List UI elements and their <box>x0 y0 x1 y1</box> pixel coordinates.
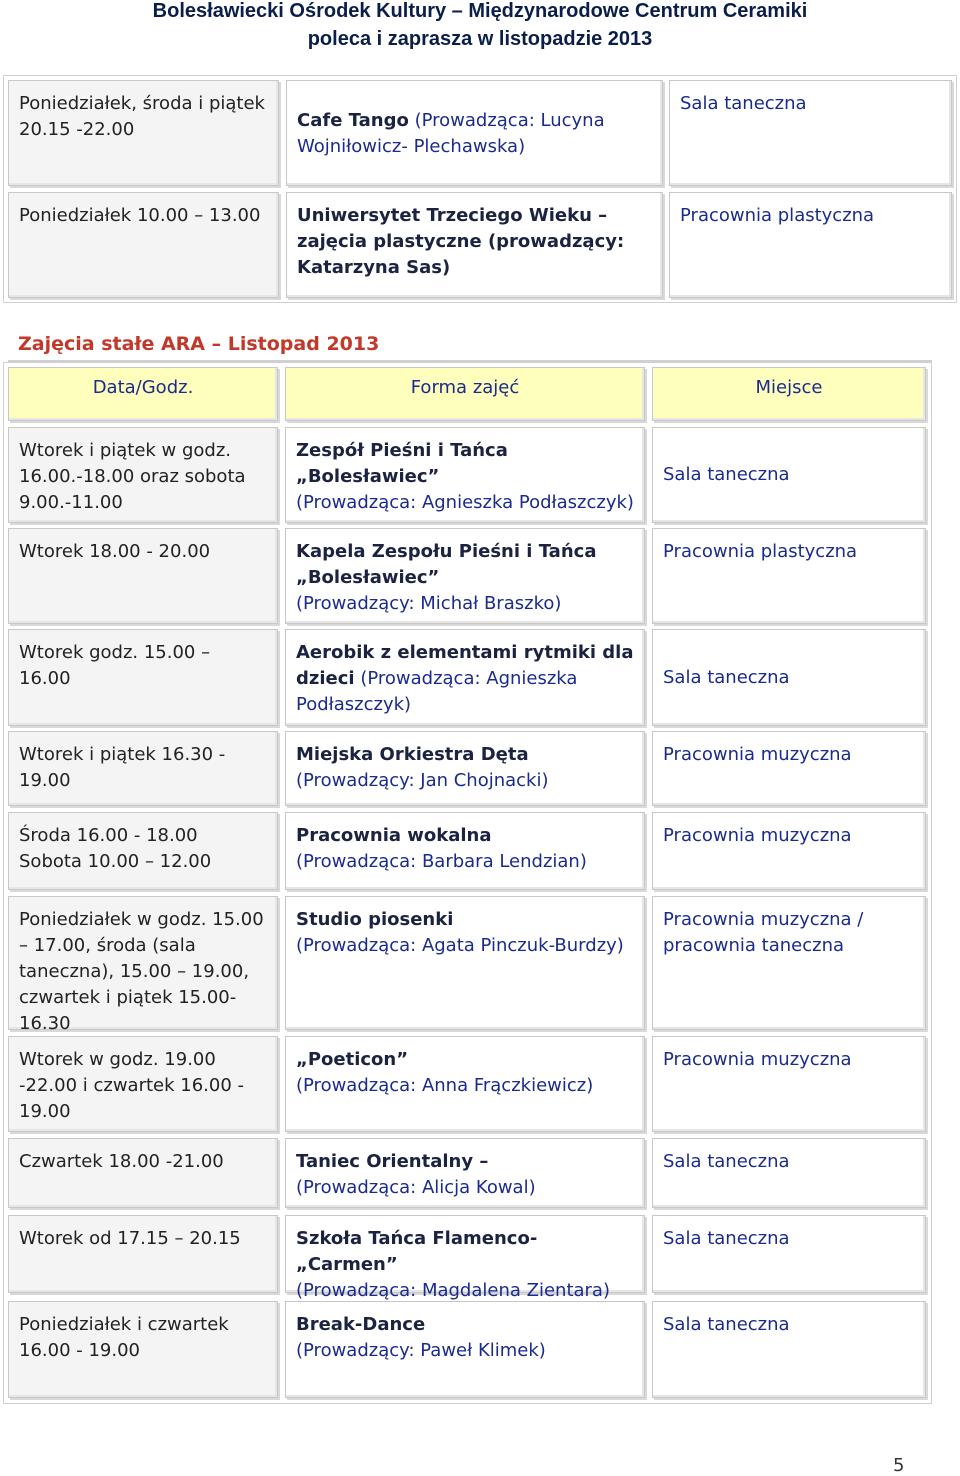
time-text: Wtorek godz. 15.00 – 16.00 <box>19 642 211 689</box>
place-text: Sala taneczna <box>663 464 790 485</box>
table-row-time <box>8 1036 278 1132</box>
place-text: Sala taneczna <box>663 1314 790 1335</box>
activity-desc: (Prowadząca: Barbara Lendzian) <box>296 851 587 872</box>
activity-title: Break-Dance <box>296 1314 426 1335</box>
table-row-time <box>8 1215 278 1293</box>
table-row-time <box>8 1138 278 1208</box>
table-row-place <box>652 896 926 1030</box>
table-row-place <box>652 1301 926 1398</box>
place-text: Sala taneczna <box>680 93 807 114</box>
activity-title: „Poeticon” <box>296 1049 409 1070</box>
header-text: Forma zajęć <box>410 377 520 398</box>
table-row-activity <box>285 1036 645 1132</box>
activity-title: Cafe Tango <box>297 110 409 131</box>
time-text: Środa 16.00 - 18.00 <box>19 825 198 846</box>
table-row-time <box>8 1301 278 1398</box>
table-row-place <box>652 528 926 624</box>
time-text: Wtorek i piątek 16.30 - 19.00 <box>19 744 226 791</box>
table-row-activity <box>285 1215 645 1301</box>
activity-title: Kapela Zespołu Pieśni i Tańca „Bolesławiec” <box>296 541 597 588</box>
table1-row1-place <box>669 80 952 186</box>
activity-desc: (Prowadząca: Anna Frączkiewicz) <box>296 1075 594 1096</box>
page-number: 5 <box>893 1455 905 1476</box>
place-text: Pracownia muzyczna <box>663 744 852 765</box>
table-row-time <box>8 731 278 806</box>
place-text: Sala taneczna <box>663 666 790 688</box>
table-row-activity <box>285 896 645 1030</box>
table-row-activity <box>285 731 645 806</box>
header-text: Miejsce <box>755 377 823 398</box>
table-row-time <box>8 427 278 523</box>
table1-row2-activity <box>286 192 663 298</box>
table-row-place <box>652 1036 926 1132</box>
activity-title: Pracownia wokalna <box>296 825 492 846</box>
activity-desc: (Prowadzący: Jan Chojnacki) <box>296 770 549 791</box>
place-text: Pracownia muzyczna / pracownia taneczna <box>663 909 864 956</box>
activity-desc: (Prowadząca: Magdalena Zientara) <box>296 1280 610 1301</box>
table-row-time <box>8 896 278 1034</box>
column-header-place <box>652 367 926 421</box>
activity-desc: (Prowadząca: Agnieszka Podłaszczyk) <box>296 668 578 715</box>
place-text: Sala taneczna <box>663 1151 790 1172</box>
table-row-place <box>652 731 926 806</box>
activity-desc: (Prowadząca: Agnieszka Podłaszczyk) <box>296 492 634 513</box>
table1-row2-time <box>8 192 279 298</box>
activity-title: Zespół Pieśni i Tańca „Bolesławiec” <box>296 440 508 487</box>
table-row-activity <box>285 812 645 890</box>
activity-title: Aerobik z elementami rytmiki dla dzieci <box>296 642 634 689</box>
time-text: Poniedziałek, środa i piątek 20.15 -22.00 <box>19 93 265 140</box>
table-row-activity <box>285 427 645 523</box>
table-row-place <box>652 1138 926 1208</box>
time-text-2: Sobota 10.00 – 12.00 <box>19 851 212 872</box>
time-text: Wtorek i piątek w godz. 16.00.-18.00 oraz sobota 9.00.-11.00 <box>19 440 246 513</box>
activity-desc: (Prowadzący: Michał Braszko) <box>296 593 562 614</box>
time-text: Wtorek w godz. 19.00 -22.00 i czwartek 16.00 - 19.00 <box>19 1049 244 1122</box>
place-text: Pracownia plastyczna <box>663 541 858 562</box>
column-header-form <box>285 367 645 421</box>
section-heading: Zajęcia stałe ARA – Listopad 2013 <box>18 333 380 355</box>
time-text: Poniedziałek 10.00 – 13.00 <box>19 205 261 226</box>
table1-row1-activity <box>286 80 663 186</box>
table-row-time <box>8 629 278 726</box>
activity-title: Miejska Orkiestra Dęta <box>296 744 529 765</box>
activity-desc: (Prowadząca: Alicja Kowal) <box>296 1177 536 1198</box>
activity-title: Studio piosenki <box>296 909 454 930</box>
column-header-date <box>8 367 278 421</box>
table1-row2-place <box>669 192 952 298</box>
table-row-time <box>8 812 278 890</box>
activity-title: Uniwersytet Trzeciego Wieku – zajęcia plastyczne (prowadzący: Katarzyna Sas) <box>297 205 625 278</box>
table-row-activity <box>285 629 645 726</box>
place-text: Pracownia muzyczna <box>663 825 852 846</box>
header-line-2: poleca i zaprasza w listopadzie 2013 <box>307 28 653 50</box>
time-text: Wtorek od 17.15 – 20.15 <box>19 1228 241 1249</box>
activity-desc: (Prowadzący: Paweł Klimek) <box>296 1340 546 1361</box>
table-row-place <box>652 1215 926 1293</box>
table-row-time <box>8 528 278 624</box>
activity-desc: (Prowadząca: Lucyna Wojniłowicz- Plechawska) <box>297 110 605 157</box>
table-row-activity <box>285 1301 645 1398</box>
place-text: Pracownia muzyczna <box>663 1049 852 1070</box>
table-row-place <box>652 812 926 890</box>
place-text: Pracownia plastyczna <box>680 205 875 226</box>
activity-title: Taniec Orientalny – <box>296 1151 489 1172</box>
time-text: Czwartek 18.00 -21.00 <box>19 1151 224 1172</box>
place-text: Sala taneczna <box>663 1228 790 1249</box>
table-row-activity <box>285 1138 645 1208</box>
table1-row1-time <box>8 80 279 186</box>
time-text: Poniedziałek i czwartek 16.00 - 19.00 <box>19 1314 229 1361</box>
activity-title: Szkoła Tańca Flamenco- „Carmen” <box>296 1228 538 1275</box>
time-text: Poniedziałek w godz. 15.00 – 17.00, środa (sala taneczna), 15.00 – 19.00, czwartek i piątek 15.00-16.30 <box>19 909 264 1034</box>
activity-desc: (Prowadząca: Agata Pinczuk-Burdzy) <box>296 935 624 956</box>
table-row-activity <box>285 528 645 624</box>
table-row-place <box>652 427 926 523</box>
table-row-place <box>652 629 926 726</box>
time-text: Wtorek 18.00 - 20.00 <box>19 541 211 562</box>
header-line-1: Bolesławiecki Ośrodek Kultury – Międzynarodowe Centrum Ceramiki <box>152 0 808 22</box>
header-text: Data/Godz. <box>92 377 194 398</box>
